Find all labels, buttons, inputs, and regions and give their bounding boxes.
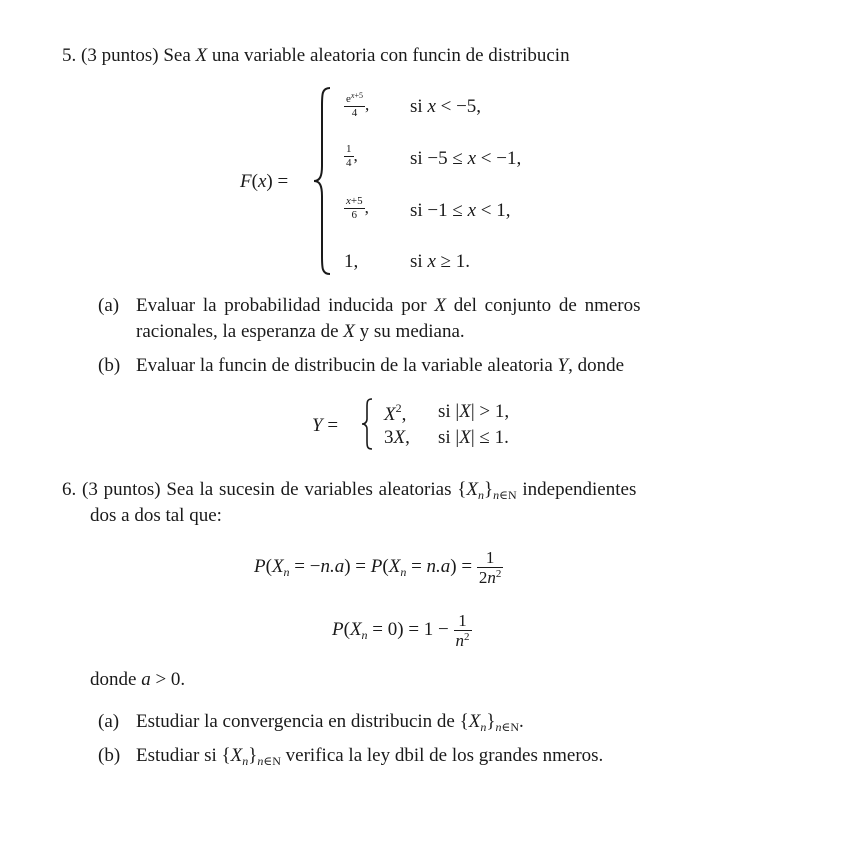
problem-6-header: 6. (3 puntos) Sea la sucesin de variables aleatorias $\{X_n\}_{n\in N}$ independientes xyxy=(62,479,637,502)
problem-5-part-a-line-2: racionales, la esperanza de X y su mediana. xyxy=(136,321,465,342)
problem-5-part-b-text: Evaluar la funcin de distribucin de la variable aleatoria Y, donde xyxy=(136,355,625,376)
problem-6-part-a-text: Estudiar la convergencia en distribucin de $\{X_n\}_{n\in N}$. xyxy=(136,711,524,734)
y-case-2-value: 3X, xyxy=(384,427,410,448)
left-brace-icon xyxy=(312,86,334,276)
equation-1-fraction: $\frac{1}{2n^2}$ xyxy=(478,548,502,587)
problem-5-header xyxy=(62,46,570,65)
problem-6-intro-line-2: dos a dos tal que: xyxy=(90,505,222,526)
case-4-value: 1, xyxy=(344,251,359,272)
case-3-condition: si −1 ≤ x < 1, xyxy=(410,200,511,221)
f-label: F(x) = xyxy=(240,171,289,192)
problem-6-part-a-label: (a) xyxy=(98,711,120,732)
y-left-brace-icon xyxy=(360,397,374,451)
problem-5-number: 5. xyxy=(62,45,77,66)
problem-6-points: (3 puntos) xyxy=(82,479,161,500)
case-4-condition: si x ≥ 1. xyxy=(410,251,471,272)
problem-5-part-a-label: (a) xyxy=(98,295,120,316)
case-2-condition: si −5 ≤ x < −1, xyxy=(410,148,522,169)
case-3-value: $\frac{x+5}{6}$ , xyxy=(346,195,369,221)
problem-5-part-a-line-1: Evaluar la probabilidad inducida por X del conjunto de nmeros xyxy=(136,295,641,316)
equation-1: $P(X_n = -n.a) = P(X_n = n.a)$ = $\frac{1}{2n^2}$ xyxy=(254,548,502,587)
problem-6-number: 6. xyxy=(62,479,77,500)
problem-6-where: donde a > 0. xyxy=(90,669,186,690)
case-1-value: $\frac{e^{x+5}}{4}$ , xyxy=(346,91,370,119)
equation-2: $P(X_n = 0) = 1$ − $\frac{1}{n^2}$ xyxy=(332,611,470,650)
case-1-condition: si x < −5, xyxy=(410,96,482,117)
y-case-2-condition: si |X| ≤ 1. xyxy=(438,427,509,448)
case-2-value: $\frac{1}{4}$ , xyxy=(346,143,358,169)
y-case-1-value: $X^2$, xyxy=(384,401,407,425)
problem-5-part-b-label: (b) xyxy=(98,355,121,376)
y-label: Y = xyxy=(312,415,339,436)
problem-6-part-b-text: Estudiar si $\{X_n\}_{n\in N}$ verifica la ley dbil de los grandes nmeros. xyxy=(136,745,604,768)
problem-6-part-b-label: (b) xyxy=(98,745,121,766)
problem-5-points: (3 puntos) xyxy=(81,45,159,66)
problem-5-intro: Sea X una variable aleatoria con funcin de distribucin xyxy=(163,45,570,66)
equation-2-fraction: $\frac{1}{n^2}$ xyxy=(455,611,470,650)
y-case-1-condition: si |X| > 1, xyxy=(438,401,510,422)
